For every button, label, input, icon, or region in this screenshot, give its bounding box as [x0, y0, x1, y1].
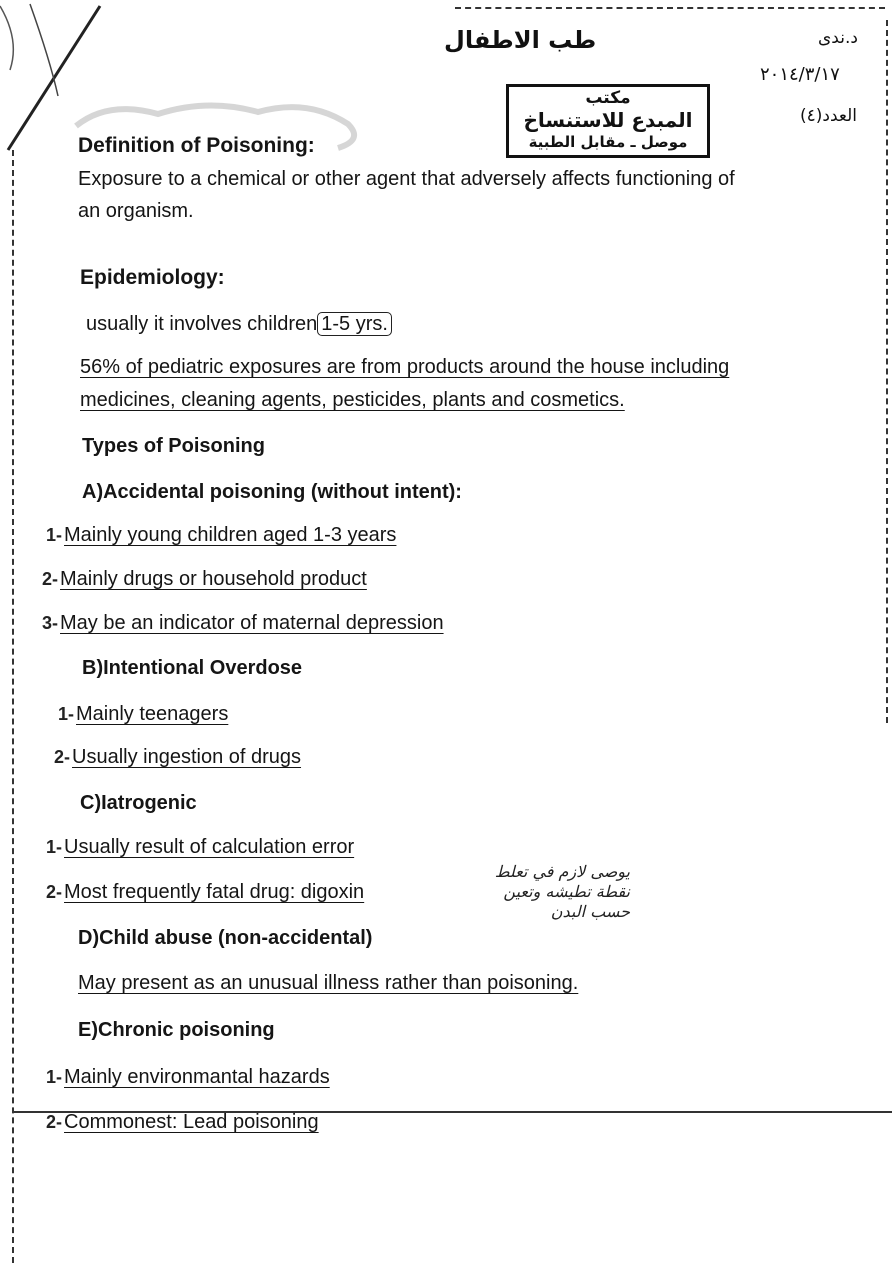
accidental-item-1 [46, 524, 396, 547]
item-text: Usually ingestion of drugs [72, 746, 302, 768]
item-number: 1- [46, 525, 63, 545]
iatrogenic-item-1 [46, 836, 354, 859]
doctor-name: د.ندى [818, 28, 858, 48]
item-text: Mainly environmantal hazards [64, 1066, 330, 1088]
item-number: 2- [42, 569, 59, 589]
intentional-item-2 [54, 746, 301, 769]
subject-title: طب الاطفال [444, 26, 597, 54]
stamp-line-1: مكتب [585, 88, 631, 108]
item-number: 2- [46, 882, 63, 902]
item-number: 1- [46, 837, 63, 857]
handnote-line-2: نقطة تطيشه وتعين [503, 882, 630, 901]
abuse-text [78, 972, 578, 995]
types-heading: Types of Poisoning [82, 435, 265, 457]
item-number: 3- [42, 613, 59, 633]
epidemiology-line-3: medicines, cleaning agents, pesticides, plants and cosmetics. [80, 389, 625, 411]
stamp-line-3: موصل ـ مقابل الطبية [528, 133, 688, 151]
epidemiology-line-1-text: usually it involves children [86, 313, 318, 335]
age-range-box: 1-5 yrs. [317, 312, 392, 336]
top-dashed-rule [455, 7, 885, 9]
item-text: Mainly drugs or household product [60, 568, 367, 590]
accidental-item-2 [42, 568, 367, 591]
item-text: Mainly young children aged 1-3 years [64, 524, 397, 546]
definition-line-1: Exposure to a chemical or other agent that adversely affects functioning of [78, 168, 735, 190]
item-text: May be an indicator of maternal depression [60, 612, 444, 634]
epidemiology-line-1 [86, 313, 392, 336]
accidental-heading: A)Accidental poisoning (without intent): [82, 481, 462, 503]
epidemiology-heading: Epidemiology: [80, 266, 225, 289]
definition-heading: Definition of Poisoning: [78, 134, 315, 157]
chronic-heading: E)Chronic poisoning [78, 1019, 275, 1041]
chronic-item-2 [46, 1111, 319, 1134]
abuse-text-content: May present as an unusual illness rather than poisoning. [78, 972, 579, 994]
item-number: 2- [46, 1112, 63, 1132]
iatrogenic-heading: C)Iatrogenic [80, 792, 197, 814]
epidemiology-line-2: 56% of pediatric exposures are from products around the house including [80, 356, 730, 378]
item-text: Usually result of calculation error [64, 836, 355, 858]
item-number: 1- [58, 704, 75, 724]
issue-number: العدد(٤) [800, 106, 858, 126]
item-text: Commonest: Lead poisoning [64, 1111, 319, 1133]
accidental-item-3 [42, 612, 444, 635]
right-dashed-border [886, 20, 888, 723]
copy-shop-stamp [506, 84, 710, 158]
item-text: Most frequently fatal drug: digoxin [64, 881, 365, 903]
item-number: 1- [46, 1067, 63, 1087]
date: ٢٠١٤/٣/١٧ [760, 64, 840, 85]
intentional-item-1 [58, 703, 228, 726]
stamp-line-2: المبدع للاستنساخ [523, 108, 693, 132]
abuse-heading: D)Child abuse (non-accidental) [78, 927, 373, 949]
iatrogenic-item-2 [46, 881, 364, 904]
handnote-line-1: يوصى لازم في تعلط [494, 862, 630, 881]
item-number: 2- [54, 747, 71, 767]
left-dashed-border [12, 150, 14, 1263]
chronic-item-1 [46, 1066, 330, 1089]
handnote-line-3: حسب البدن [550, 902, 630, 921]
intentional-heading: B)Intentional Overdose [82, 657, 303, 679]
item-text: Mainly teenagers [76, 703, 229, 725]
handwritten-note [430, 862, 630, 922]
definition-line-2: an organism. [78, 200, 194, 222]
